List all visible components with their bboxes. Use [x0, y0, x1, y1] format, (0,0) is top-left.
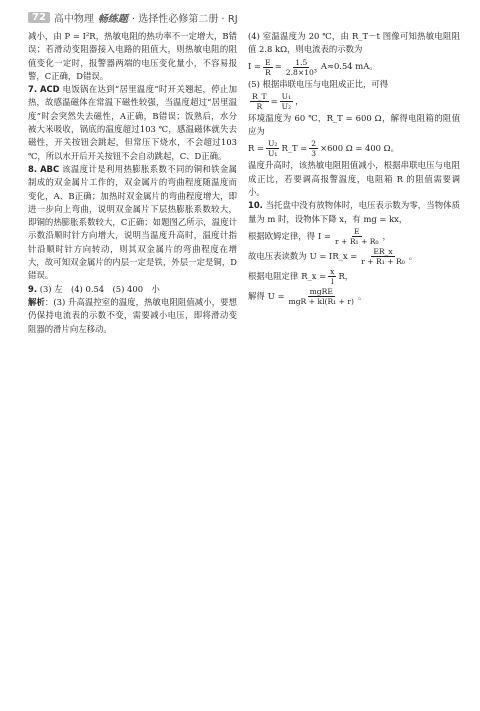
- f1-den2: 2.8×10³: [285, 67, 317, 77]
- q8-answer: ABC: [40, 163, 60, 174]
- formula-4-tail: ，: [382, 230, 391, 241]
- formula-4-frac: [333, 227, 381, 246]
- book-title: 高中物理: [53, 13, 94, 25]
- f5-num: ER_x: [373, 246, 393, 256]
- formula-1-lhs: I =: [248, 61, 261, 72]
- f3-num2: 2: [311, 139, 317, 149]
- f3-den1: U₁: [268, 149, 278, 159]
- ohm-intro: 根据欧姆定律，得: [248, 230, 315, 241]
- f2-den2: U₂: [281, 101, 292, 111]
- q9-analysis: [28, 296, 237, 336]
- formula-7-tail: 。: [358, 290, 367, 301]
- q9-answer: (3) 左 (4) 0.54 (5) 400 小: [39, 283, 160, 294]
- q8-text: 该温度计是利用热膨胀系数不同的铜和铁金属制成的双金属片工作的，双金属片的弯曲程度随温度而变化，A、B正确；加热时双金属片的弯曲程度增大，即进一步向上弯曲，说明双金属片下层热膨胀系数较大，即铜的热膨胀系数较大，C正确；如题图乙所示，温度计示数沿顺时针方向增大，说明当温度升高时，温度计指针沿顺时针方向转动，则其双金属片的弯曲程度在增大，故可知双金属片的内层一定是铁，外层一定是铜，D错误。: [28, 163, 238, 281]
- formula-2-frac-2: [280, 92, 293, 111]
- formula-1-tail: A≈0.54 mA。: [320, 61, 378, 72]
- formula-6-frac: [328, 267, 336, 286]
- right-paragraph-3: 环境温度为 60 ℃，R_T = 600 Ω，解得电阻箱的阻值应为: [248, 112, 460, 137]
- formula-5-tail: 。: [408, 250, 418, 261]
- f4-den: r + R₁ + R₀: [335, 236, 379, 246]
- q9-number: 9.: [28, 283, 38, 294]
- right-paragraph-1: (4) 室温温度为 20 ℃，由 R_T－t 图像可知热敏电阻阻值 2.8 kΩ，则电流表的示数为: [248, 31, 460, 55]
- formula-current: [248, 58, 460, 77]
- formula-ohm: [248, 227, 460, 246]
- formula-3-tail: ×600 Ω = 400 Ω。: [320, 143, 399, 154]
- f4-num: E: [354, 226, 360, 236]
- page-number: 72: [28, 12, 50, 23]
- formula-1-frac-1: [263, 58, 273, 77]
- f3-num1: U₂: [268, 139, 278, 149]
- q8-number: 8.: [28, 163, 38, 174]
- formula-3-lhs: R =: [248, 143, 264, 154]
- question-10: [248, 199, 460, 226]
- brand-logo: 畅练题: [97, 13, 128, 25]
- question-8: [28, 163, 237, 283]
- right-paragraph-4: 温度升高时，该热敏电阻阻值减小，根据串联电压与电阻成正比，若要调高报警温度，电阻箱 R 的阻值需要调小。: [248, 160, 460, 198]
- volume-title: · 选择性必修第二册 · RJ: [131, 13, 238, 25]
- formula-result: [248, 287, 460, 306]
- f6-den: l: [331, 276, 334, 286]
- formula-6-tail: R，: [338, 270, 354, 281]
- f1-num2: 1.5: [295, 57, 308, 67]
- formula-7-lhs: U =: [267, 290, 285, 301]
- f6-num: x: [330, 266, 335, 276]
- f7-num: mgRE: [309, 286, 333, 296]
- resistivity-intro: 根据电阻定律: [248, 270, 299, 281]
- q7-text: 电饭锅在达到“居里温度”时开关翘起，停止加热，故感温磁体在常温下磁性较强，当温度超过“居里温度”时会突然失去磁性，A正确，B错误；饭熟后，水分被大米吸收，锅底的温度超过103 ℃，感温磁体就失去磁性，开关按钮会跳起，但常压下烧水，不会超过103 ℃，所以水开后开关按钮不会自动跳起，C、D正确。: [28, 84, 237, 161]
- formula-3-mid: R_T =: [281, 143, 308, 154]
- formula-resistance: [248, 139, 460, 158]
- q10-text: 当托盘中没有放物体时，电压表示数为零，当物体质量为 m 时，设物体下降 x，有 mg = kx，: [248, 200, 460, 224]
- voltage-intro: 故电压表读数为: [248, 250, 307, 261]
- f2-num2: U₁: [281, 91, 292, 101]
- formula-6-lhs: R_x =: [301, 270, 327, 281]
- formula-2-tail: ，: [295, 95, 304, 106]
- formula-2-eq: =: [270, 95, 278, 106]
- left-paragraph-1: 减小，由 P = I²R，热敏电阻的热功率不一定增大，B错误；若滑动变阻器接入电路的阻值大，则热敏电阻的阻值变化一定时，报警器两端的电压变化量小，不容易报警，C正确，D错误。: [28, 31, 237, 81]
- f1-den1: R: [265, 67, 271, 77]
- f2-den1: R: [256, 101, 263, 111]
- f1-num1: E: [265, 57, 271, 67]
- left-column: [28, 30, 237, 336]
- formula-3-frac-2: [309, 139, 318, 158]
- q10-number: 10.: [248, 200, 263, 211]
- formula-7-frac: [287, 287, 357, 306]
- q7-answer: ACD: [40, 84, 60, 95]
- result-intro: 解得: [248, 290, 265, 301]
- formula-ratio: [248, 92, 460, 111]
- q9-analysis-text: ：(3) 升高温控室的温度，热敏电阻阻值减小，要想仍保持电流表的示数不变，需要减小电压，即将滑动变阻器的滑片向左移动。: [28, 296, 238, 334]
- question-9: [28, 283, 237, 296]
- formula-voltage: [248, 247, 460, 266]
- right-paragraph-2: (5) 根据串联电压与电阻成正比，可得: [248, 78, 389, 89]
- formula-5-frac: [359, 247, 407, 266]
- formula-2-frac-1: [250, 92, 269, 111]
- page-header: [28, 9, 458, 25]
- q7-number: 7.: [28, 84, 38, 95]
- f5-den: r + R₁ + R₀: [361, 256, 405, 266]
- q9-analysis-label: 解析: [28, 296, 45, 307]
- f2-num1: R_T: [252, 91, 267, 101]
- f3-den2: 3: [311, 149, 317, 159]
- formula-resistivity: [248, 267, 460, 286]
- formula-1-eq: =: [274, 61, 282, 72]
- question-7: [28, 83, 237, 163]
- right-column: [248, 30, 460, 307]
- formula-3-frac-1: [266, 139, 279, 158]
- formula-5-lhs: U = IR_x =: [309, 250, 358, 261]
- formula-4-lhs: I =: [318, 230, 331, 241]
- f7-den: mgR + kl(R₁ + r): [288, 296, 355, 306]
- formula-1-frac-2: [284, 58, 319, 77]
